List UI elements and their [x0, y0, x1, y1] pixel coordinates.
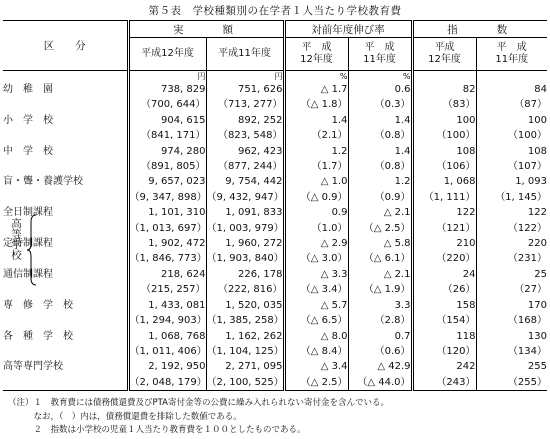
- cell-g12: △ 3.4: [284, 359, 348, 374]
- cell-i11: 84: [476, 82, 547, 97]
- table-row: [3, 113, 547, 128]
- cell-i12: 108: [412, 144, 476, 159]
- cell-g12: （1.7）: [284, 159, 348, 174]
- cell-i11: （255）: [476, 375, 547, 391]
- cell-i11: （231）: [476, 251, 547, 266]
- cell-g11: （0.8）: [348, 128, 412, 143]
- cell-a12: 1, 902, 472: [128, 236, 206, 251]
- cell-a12: （1, 013, 697）: [128, 221, 206, 236]
- cell-g11: （△ 1.9）: [348, 282, 412, 297]
- cell-i12: （121）: [412, 221, 476, 236]
- cell-g11: △ 2.1: [348, 267, 412, 282]
- table-row: [3, 174, 547, 189]
- table-row: [3, 344, 547, 359]
- cell-a11: 226, 178: [206, 267, 284, 282]
- table-row: [3, 282, 547, 297]
- cell-i12: （26）: [412, 282, 476, 297]
- row-label: [3, 190, 128, 205]
- cell-g12: （△ 1.8）: [284, 97, 348, 112]
- cell-a11: （877, 244）: [206, 159, 284, 174]
- subheader-fiscal-year: 平成12年度: [128, 38, 206, 71]
- group-brace: [26, 214, 38, 286]
- cell-i11: 122: [476, 205, 547, 220]
- table-row: [3, 144, 547, 159]
- cell-i12: （100）: [412, 128, 476, 143]
- cell-a12: 2, 192, 950: [128, 359, 206, 374]
- cell-i11: （168）: [476, 313, 547, 328]
- cell-i11: 130: [476, 329, 547, 344]
- row-label: 中 学 校: [3, 145, 53, 157]
- cell-a11: （9, 432, 947）: [206, 190, 284, 205]
- cell-i12: 118: [412, 329, 476, 344]
- row-label: [3, 97, 128, 112]
- cell-i11: （107）: [476, 159, 547, 174]
- cell-a11: 2, 271, 095: [206, 359, 284, 374]
- table-row: [3, 267, 547, 282]
- cell-a12: 904, 615: [128, 113, 206, 128]
- cell-i11: （134）: [476, 344, 547, 359]
- subheader-fiscal-year: 平成11年度: [206, 38, 284, 71]
- cell-a12: 218, 624: [128, 267, 206, 282]
- cell-i11: 108: [476, 144, 547, 159]
- cell-g11: 0.6: [348, 82, 412, 97]
- cell-a11: 892, 252: [206, 113, 284, 128]
- cell-i12: （1, 111）: [412, 190, 476, 205]
- cell-i12: 82: [412, 82, 476, 97]
- cell-i12: （243）: [412, 375, 476, 391]
- row-label: 定時制課程: [3, 238, 53, 250]
- cell-g11: （0.8）: [348, 159, 412, 174]
- cell-a12: （1, 846, 773）: [128, 251, 206, 266]
- cell-a11: （222, 816）: [206, 282, 284, 297]
- cell-a12: 738, 829: [128, 82, 206, 97]
- row-label: 全日制課程: [3, 207, 53, 219]
- unit-yen: 円: [206, 71, 284, 83]
- row-label: [3, 282, 128, 297]
- cell-i11: （27）: [476, 282, 547, 297]
- cell-g11: （△ 44.0）: [348, 375, 412, 391]
- cell-g11: 1.2: [348, 174, 412, 189]
- cell-i11: 100: [476, 113, 547, 128]
- education-cost-table: [3, 20, 547, 391]
- header-category: 区 分: [3, 21, 128, 71]
- cell-a11: 1, 091, 833: [206, 205, 284, 220]
- row-label: [3, 344, 128, 359]
- cell-g12: △ 2.9: [284, 236, 348, 251]
- cell-a11: （1, 903, 840）: [206, 251, 284, 266]
- cell-g11: △ 2.1: [348, 205, 412, 220]
- cell-g12: 1.4: [284, 113, 348, 128]
- cell-i12: （120）: [412, 344, 476, 359]
- cell-a12: 974, 280: [128, 144, 206, 159]
- unit-percent: %: [348, 71, 412, 83]
- cell-a11: （1, 385, 258）: [206, 313, 284, 328]
- cell-g12: 1.2: [284, 144, 348, 159]
- header-amount: 実 額: [128, 21, 284, 38]
- row-label: 小 学 校: [3, 114, 53, 126]
- row-label: 盲・聾・養護学校: [3, 176, 83, 188]
- cell-a12: （215, 257）: [128, 282, 206, 297]
- cell-a11: （1, 003, 979）: [206, 221, 284, 236]
- table-title: 第５表 学校種類別の在学者１人当たり学校教育費: [148, 5, 402, 17]
- cell-i12: 100: [412, 113, 476, 128]
- cell-i12: 242: [412, 359, 476, 374]
- cell-g12: （△ 3.4）: [284, 282, 348, 297]
- table-row: [3, 251, 547, 266]
- table-row: [3, 236, 547, 251]
- cell-a12: （9, 347, 898）: [128, 190, 206, 205]
- cell-a11: （2, 100, 525）: [206, 375, 284, 391]
- cell-a12: 1, 068, 768: [128, 329, 206, 344]
- cell-g12: △ 3.3: [284, 267, 348, 282]
- cell-g11: △ 42.9: [348, 359, 412, 374]
- cell-g12: （1.0）: [284, 221, 348, 236]
- table-row: [3, 190, 547, 205]
- cell-g11: （0.3）: [348, 97, 412, 112]
- table-row: [3, 359, 547, 374]
- cell-i12: 1, 068: [412, 174, 476, 189]
- cell-i11: （100）: [476, 128, 547, 143]
- cell-i11: 1, 093: [476, 174, 547, 189]
- table-row: [3, 128, 547, 143]
- unit-percent: %: [284, 71, 348, 83]
- cell-g11: △ 5.8: [348, 236, 412, 251]
- cell-a11: 751, 626: [206, 82, 284, 97]
- header-index: 指 数: [412, 21, 547, 38]
- cell-g12: △ 8.0: [284, 329, 348, 344]
- cell-a11: 1, 162, 262: [206, 329, 284, 344]
- table-row: [3, 298, 547, 313]
- cell-g12: △ 1.7: [284, 82, 348, 97]
- cell-g12: （2.1）: [284, 128, 348, 143]
- table-row: [3, 205, 547, 220]
- cell-g11: （0.9）: [348, 190, 412, 205]
- unit-yen: 円: [128, 71, 206, 83]
- cell-g11: （△ 6.1）: [348, 251, 412, 266]
- cell-a11: （823, 548）: [206, 128, 284, 143]
- cell-g11: 3.3: [348, 298, 412, 313]
- row-label: 各 種 学 校: [3, 330, 73, 342]
- cell-i11: （1, 145）: [476, 190, 547, 205]
- cell-a12: 9, 657, 023: [128, 174, 206, 189]
- cell-a12: 1, 101, 310: [128, 205, 206, 220]
- table-row: [3, 313, 547, 328]
- cell-a11: 1, 520, 035: [206, 298, 284, 313]
- cell-a12: （700, 644）: [128, 97, 206, 112]
- cell-g12: △ 1.0: [284, 174, 348, 189]
- cell-g11: （2.8）: [348, 313, 412, 328]
- cell-g11: 1.4: [348, 113, 412, 128]
- cell-i11: 255: [476, 359, 547, 374]
- cell-g12: （△ 0.9）: [284, 190, 348, 205]
- row-label: 専 修 学 校: [3, 299, 73, 311]
- subheader-fiscal-year: 平 成 11年度: [348, 38, 412, 71]
- cell-a12: 1, 433, 081: [128, 298, 206, 313]
- cell-a11: （1, 104, 125）: [206, 344, 284, 359]
- cell-a12: （891, 805）: [128, 159, 206, 174]
- subheader-fiscal-year: 平 成 12年度: [284, 38, 348, 71]
- cell-g12: （△ 2.5）: [284, 375, 348, 391]
- row-label: [3, 159, 128, 174]
- cell-a12: （1, 294, 903）: [128, 313, 206, 328]
- notes: [8, 397, 389, 438]
- cell-g11: （△ 2.5）: [348, 221, 412, 236]
- cell-g12: 0.9: [284, 205, 348, 220]
- cell-a11: 1, 960, 272: [206, 236, 284, 251]
- group-label-high-school: 高等学校: [10, 218, 22, 260]
- cell-a12: （841, 171）: [128, 128, 206, 143]
- subheader-fiscal-year: 平成 12年度: [412, 38, 476, 71]
- row-label: 通信制課程: [3, 268, 53, 280]
- note-line: なお，（ ）内は，債務償還費を排除した数値である。: [8, 411, 242, 422]
- cell-i12: 158: [412, 298, 476, 313]
- cell-a11: 9, 754, 442: [206, 174, 284, 189]
- cell-i12: 24: [412, 267, 476, 282]
- table-row: [3, 82, 547, 97]
- cell-i12: （220）: [412, 251, 476, 266]
- cell-i11: 220: [476, 236, 547, 251]
- cell-i12: （106）: [412, 159, 476, 174]
- row-label: [3, 128, 128, 143]
- cell-g12: （△ 8.4）: [284, 344, 348, 359]
- cell-g12: △ 5.7: [284, 298, 348, 313]
- cell-g12: （△ 6.5）: [284, 313, 348, 328]
- cell-i11: 25: [476, 267, 547, 282]
- cell-g11: 1.4: [348, 144, 412, 159]
- table-row: [3, 329, 547, 344]
- cell-g11: （0.6）: [348, 344, 412, 359]
- row-label: 高等専門学校: [3, 361, 63, 373]
- row-label: [3, 375, 128, 391]
- table-row: [3, 221, 547, 236]
- cell-a12: （2, 048, 179）: [128, 375, 206, 391]
- subheader-fiscal-year: 平 成 11年度: [476, 38, 547, 71]
- table-row: [3, 375, 547, 391]
- cell-i12: 122: [412, 205, 476, 220]
- cell-i12: （154）: [412, 313, 476, 328]
- row-label: 幼 稚 園: [3, 84, 53, 95]
- cell-i11: 170: [476, 298, 547, 313]
- cell-i12: （83）: [412, 97, 476, 112]
- note-line: ２ 指数は小学校の児童１人当たり教育費を１００としたものである。: [8, 425, 306, 435]
- row-label: [3, 313, 128, 328]
- cell-i12: 210: [412, 236, 476, 251]
- cell-a12: （1, 011, 406）: [128, 344, 206, 359]
- table-row: [3, 97, 547, 112]
- table-row: [3, 159, 547, 174]
- cell-i11: （122）: [476, 221, 547, 236]
- note-line: （注）１ 教育費には債務償還費及びPTA寄付金等の公費に繰み入れられない寄付金を含んでいる。: [8, 398, 389, 408]
- cell-a11: 962, 423: [206, 144, 284, 159]
- cell-g12: （△ 3.0）: [284, 251, 348, 266]
- header-growth: 対前年度伸び率: [284, 21, 412, 38]
- cell-a11: （713, 277）: [206, 97, 284, 112]
- cell-i11: （87）: [476, 97, 547, 112]
- cell-g11: 0.7: [348, 329, 412, 344]
